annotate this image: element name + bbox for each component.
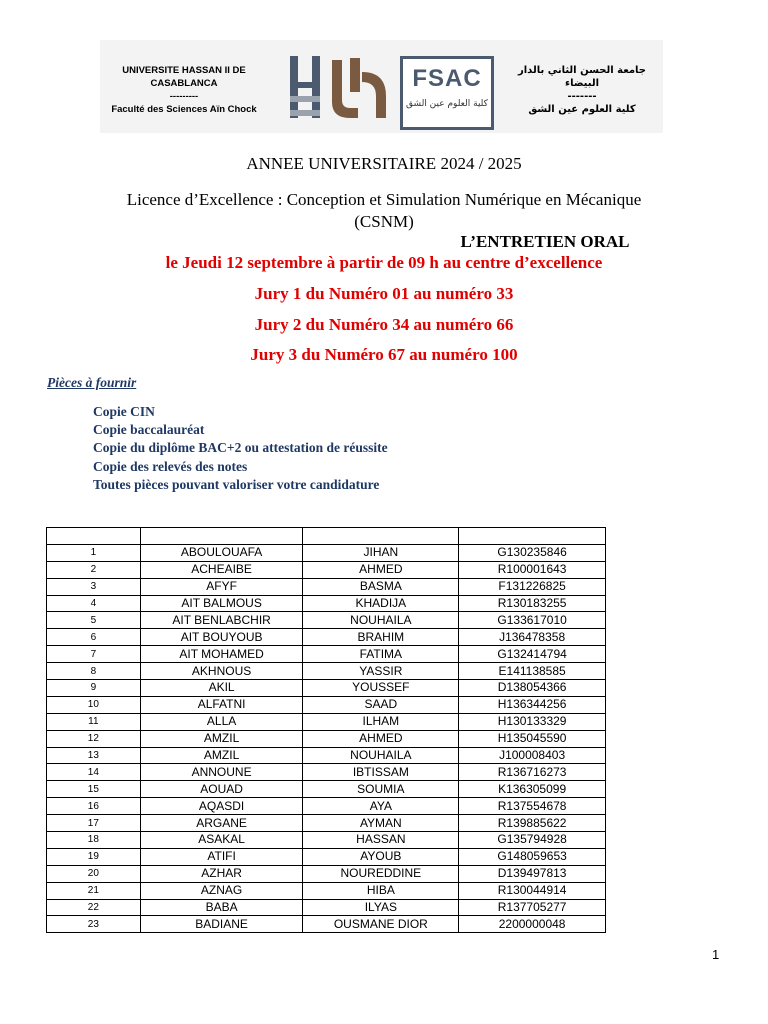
id-number: G133617010 [459,612,606,629]
fsac-logo-subtext: كلية العلوم عين الشق [406,99,488,109]
last-name: AIT BALMOUS [140,595,303,612]
first-name: HASSAN [303,832,459,849]
first-name: FATIMA [303,646,459,663]
last-name: ARGANE [140,815,303,832]
last-name: AKIL [140,680,303,697]
table-row [47,713,606,730]
id-number: H136344256 [459,696,606,713]
row-number: 11 [47,713,141,730]
id-number: 2200000048 [459,916,606,933]
row-number: 20 [47,865,141,882]
first-name: KHADIJA [303,595,459,612]
last-name: AMZIL [140,747,303,764]
row-number: 22 [47,899,141,916]
header-cell [459,528,606,545]
interview-heading: L’ENTRETIEN ORAL [460,232,630,251]
university-line: UNIVERSITE HASSAN II DE CASABLANCA [122,65,246,89]
table-row [47,561,606,578]
header-cell [140,528,303,545]
table-row [47,781,606,798]
row-number: 4 [47,595,141,612]
academic-year: ANNEE UNIVERSITAIRE 2024 / 2025 [246,154,522,173]
last-name: ALFATNI [140,696,303,713]
last-name: ALLA [140,713,303,730]
separator-line-ar: ------- [567,91,597,102]
row-number: 12 [47,730,141,747]
table-row [47,865,606,882]
row-number: 21 [47,882,141,899]
fsac-logo [400,56,494,130]
first-name: HIBA [303,882,459,899]
first-name: BASMA [303,578,459,595]
table-row [47,663,606,680]
last-name: AIT BENLABCHIR [140,612,303,629]
header-cell [303,528,459,545]
first-name: AYOUB [303,848,459,865]
row-number: 15 [47,781,141,798]
table-row [47,578,606,595]
id-number: R130183255 [459,595,606,612]
first-name: ILYAS [303,899,459,916]
table-row [47,882,606,899]
row-number: 9 [47,680,141,697]
table-row [47,612,606,629]
document-item: Copie CIN [93,404,155,419]
faculty-line-ar: كلية العلوم عين الشق [528,104,636,115]
id-number: E141138585 [459,663,606,680]
faculty-line: Faculté des Sciences Aïn Chock [111,104,257,115]
id-number: G132414794 [459,646,606,663]
jury-2: Jury 2 du Numéro 34 au numéro 66 [254,315,514,334]
first-name: NOUREDDINE [303,865,459,882]
id-number: R100001643 [459,561,606,578]
jury-3: Jury 3 du Numéro 67 au numéro 100 [250,345,518,364]
table-row [47,832,606,849]
last-name: ABOULOUAFA [140,544,303,561]
first-name: AYA [303,798,459,815]
row-number: 23 [47,916,141,933]
last-name: ATIFI [140,848,303,865]
document-item: Toutes pièces pouvant valoriser votre candidature [93,476,380,492]
fsac-logo-text: FSAC [412,65,482,92]
row-number: 1 [47,544,141,561]
documents-list [93,403,388,494]
university-logo-icon [288,52,394,130]
row-number: 14 [47,764,141,781]
last-name: ANNOUNE [140,764,303,781]
document-item: Copie du diplôme BAC+2 ou attestation de réussite [93,440,388,456]
first-name: AHMED [303,561,459,578]
table-row [47,595,606,612]
university-name-fr [104,64,264,116]
table-row [47,730,606,747]
id-number: H135045590 [459,730,606,747]
table-row [47,848,606,865]
last-name: AZNAG [140,882,303,899]
id-number: R130044914 [459,882,606,899]
table-row [47,629,606,646]
table-row [47,680,606,697]
id-number: D138054366 [459,680,606,697]
document-item: Copie des relevés des notes [93,458,248,474]
table-body [47,544,606,932]
last-name: AOUAD [140,781,303,798]
table-row [47,899,606,916]
first-name: SOUMIA [303,781,459,798]
id-number: G130235846 [459,544,606,561]
documents-heading: Pièces à fournir [47,375,137,390]
table-row [47,916,606,933]
first-name: NOUHAILA [303,747,459,764]
row-number: 17 [47,815,141,832]
last-name: AQASDI [140,798,303,815]
row-number: 2 [47,561,141,578]
row-number: 5 [47,612,141,629]
row-number: 7 [47,646,141,663]
last-name: BABA [140,899,303,916]
last-name: AMZIL [140,730,303,747]
last-name: AZHAR [140,865,303,882]
interview-date: le Jeudi 12 septembre à partir de 09 h au centre d’excellence [165,253,603,272]
candidates-table [46,527,606,933]
last-name: AIT BOUYOUB [140,629,303,646]
row-number: 6 [47,629,141,646]
table-row [47,544,606,561]
separator-line: --------- [169,91,199,102]
first-name: AHMED [303,730,459,747]
last-name: ASAKAL [140,832,303,849]
id-number: K136305099 [459,781,606,798]
first-name: IBTISSAM [303,764,459,781]
table-row [47,696,606,713]
program-title: Licence d’Excellence : Conception et Simulation Numérique en Mécanique [126,190,642,209]
last-name: AFYF [140,578,303,595]
document-item: Copie baccalauréat [93,422,205,438]
id-number: R139885622 [459,815,606,832]
id-number: D139497813 [459,865,606,882]
id-number: F131226825 [459,578,606,595]
row-number: 3 [47,578,141,595]
id-number: R137705277 [459,899,606,916]
first-name: ILHAM [303,713,459,730]
university-name-ar [507,64,657,116]
id-number: J100008403 [459,747,606,764]
last-name: AKHNOUS [140,663,303,680]
row-number: 10 [47,696,141,713]
table-header-row [47,528,606,545]
header-cell [47,528,141,545]
first-name: AYMAN [303,815,459,832]
id-number: R137554678 [459,798,606,815]
id-number: G148059653 [459,848,606,865]
first-name: SAAD [303,696,459,713]
row-number: 13 [47,747,141,764]
last-name: ACHEAIBE [140,561,303,578]
last-name: AIT MOHAMED [140,646,303,663]
row-number: 19 [47,848,141,865]
first-name: JIHAN [303,544,459,561]
first-name: OUSMANE DIOR [303,916,459,933]
id-number: G135794928 [459,832,606,849]
page-number: 1 [712,947,720,962]
row-number: 16 [47,798,141,815]
table-row [47,747,606,764]
row-number: 8 [47,663,141,680]
jury-1: Jury 1 du Numéro 01 au numéro 33 [254,284,514,303]
table-row [47,798,606,815]
id-number: J136478358 [459,629,606,646]
table-row [47,764,606,781]
last-name: BADIANE [140,916,303,933]
table-row [47,646,606,663]
id-number: R136716273 [459,764,606,781]
program-acronym: (CSNM) [354,212,414,231]
row-number: 18 [47,832,141,849]
first-name: BRAHIM [303,629,459,646]
header-banner [100,40,663,133]
id-number: H130133329 [459,713,606,730]
table-row [47,815,606,832]
first-name: NOUHAILA [303,612,459,629]
university-line-ar: جامعة الحسن الثاني بالدار البيضاء [518,65,646,89]
first-name: YOUSSEF [303,680,459,697]
first-name: YASSIR [303,663,459,680]
